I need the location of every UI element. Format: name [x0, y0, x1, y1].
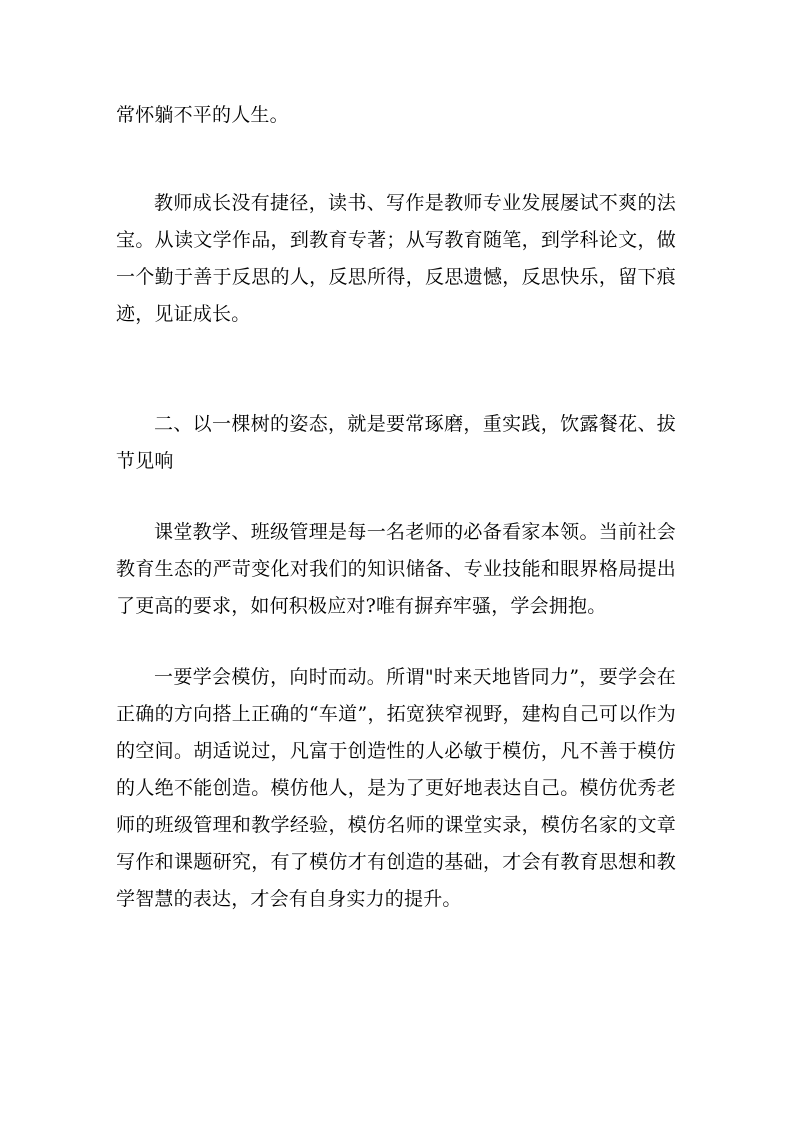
- paragraph-reading-writing: 教师成长没有捷径，读书、写作是教师专业发展屡试不爽的法宝。从读文学作品，到教育专著；从写教育随笔，到学科论文，做一个勤于善于反思的人，反思所得，反思遗憾，反思快乐，留下痕迹，见证成长。: [116, 192, 676, 325]
- section-heading-two: 二、以一棵树的姿态，就是要常琢磨，重实践，饮露餐花、拔节见响: [116, 413, 676, 472]
- paragraph-continuation: 常怀躺不平的人生。: [116, 104, 289, 126]
- paragraph-classroom-teaching: 课堂教学、班级管理是每一名老师的必备看家本领。当前社会教育生态的严苛变化对我们的知识储备、专业技能和眼界格局提出了更高的要求，如何积极应对?唯有摒弃牢骚，学会拥抱。: [116, 521, 676, 617]
- paragraph-learn-imitation: 一要学会模仿，向时而动。所谓"时来天地皆同力”，要学会在正确的方向搭上正确的“车道”，拓宽狭窄视野，建构自己可以作为的空间。胡适说过，凡富于创造性的人必敏于模仿，凡不善于模仿的人绝不能创造。模仿他人，是为了更好地表达自己。模仿优秀老师的班级管理和教学经验，模仿名师的课堂实录，模仿名家的文章写作和课题研究，有了模仿才有创造的基础，才会有教育思想和教学智慧的表达，才会有自身实力的提升。: [116, 666, 676, 910]
